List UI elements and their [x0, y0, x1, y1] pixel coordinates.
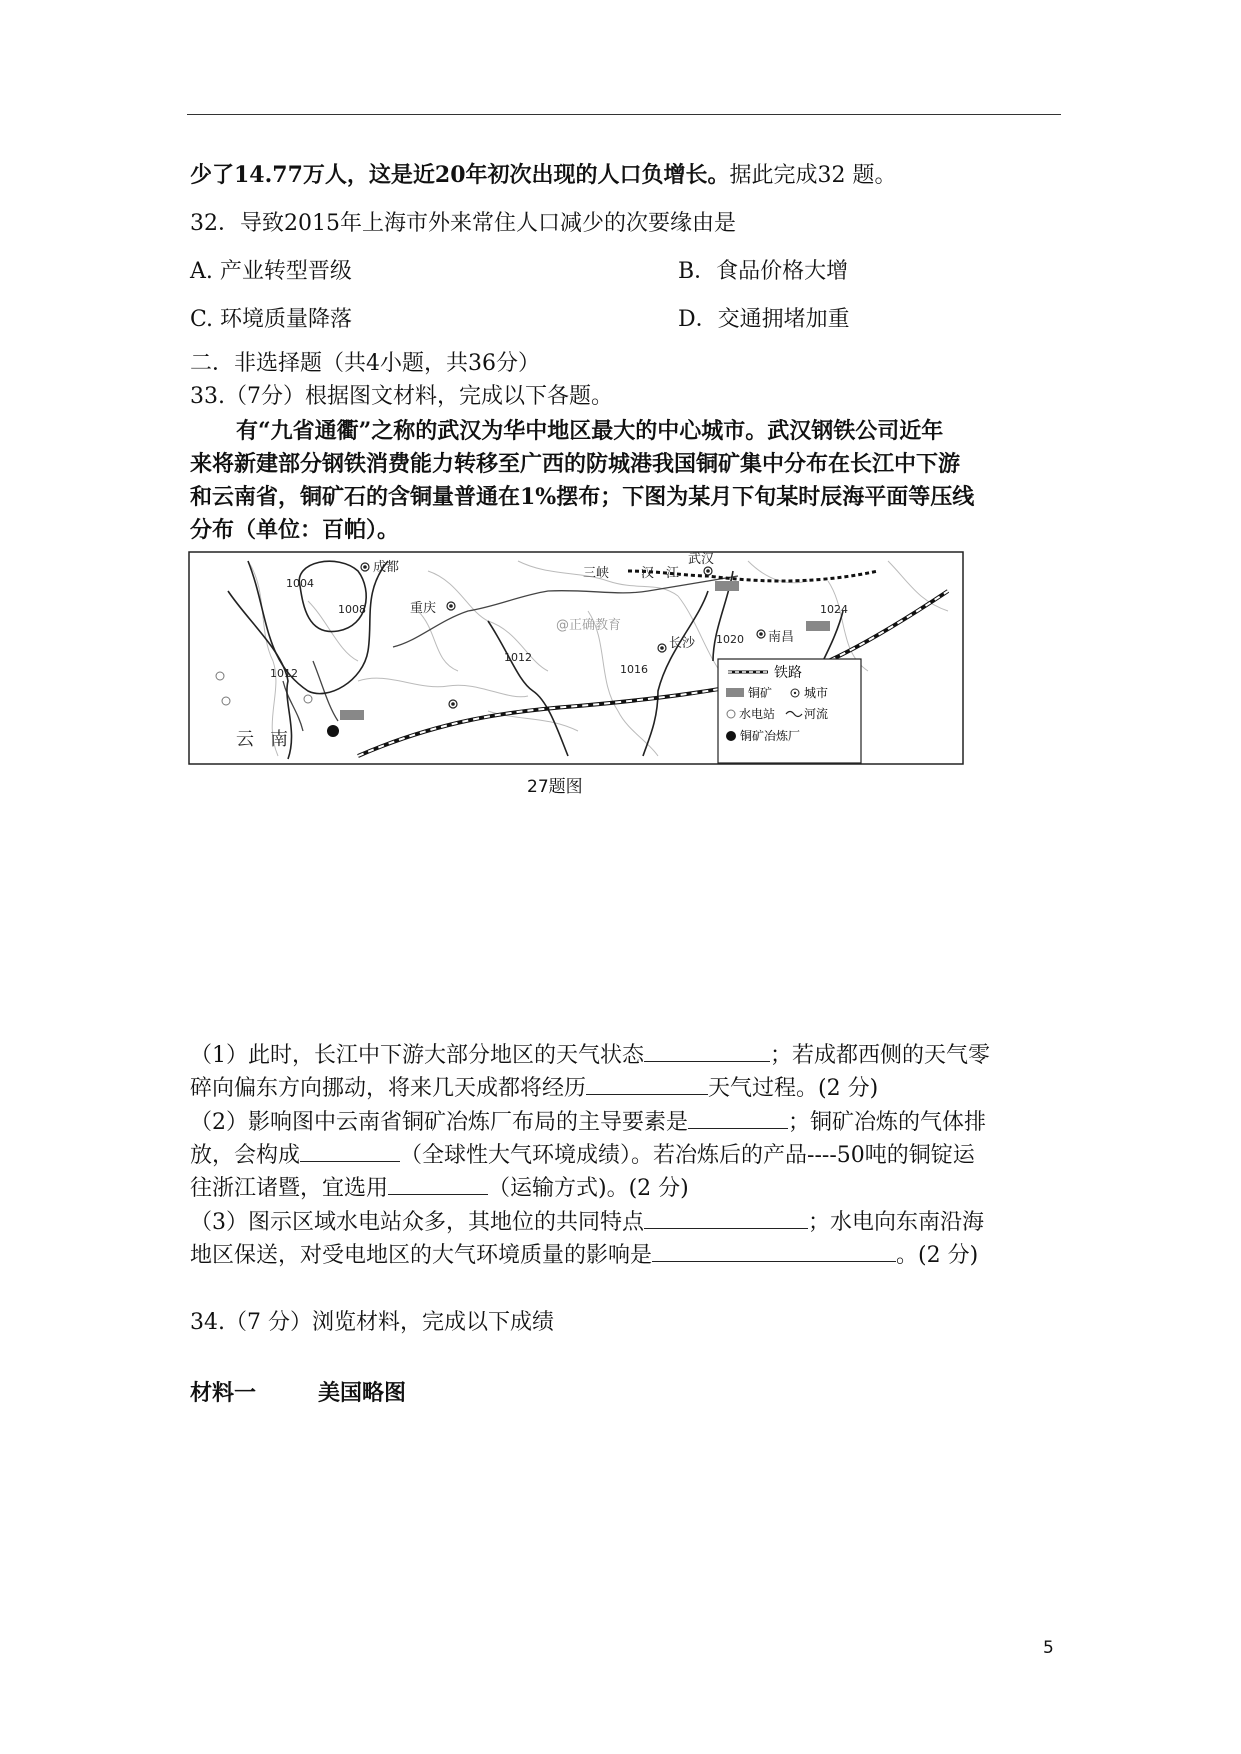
q33-sub3-blank-1 — [644, 1206, 808, 1229]
q33-material-line-4: 分布（单位：百帕）。 — [190, 517, 400, 543]
map-city-changsha: 长沙 — [669, 636, 696, 651]
legend-railway: 铁路 — [774, 665, 802, 681]
q33-sub2-blank-3 — [388, 1172, 488, 1195]
map-city-wuhan: 武汉 — [688, 552, 715, 567]
q33-sub3-line1 — [190, 1206, 984, 1238]
q34-title: 34.（7 分）浏览材料，完成以下成绩 — [190, 1310, 554, 1335]
q33-sub1-blank-2 — [586, 1072, 708, 1095]
q34-material1-title: 美国略图 — [318, 1380, 407, 1406]
legend-hydro-station: 水电站 — [739, 707, 776, 721]
q34-material1-label: 材料一 — [190, 1380, 257, 1406]
intro-bold-text: 少了14.77万人，这是近20年初次出现的人口负增长。 — [190, 162, 730, 188]
map-caption: 27题图 — [527, 777, 583, 797]
smelter-marker — [327, 725, 339, 737]
q33-sub2-text-a: （2）影响图中云南省铜矿冶炼厂布局的主导要素是 — [190, 1110, 688, 1135]
map-place-nan: 南 — [270, 729, 288, 750]
legend-city: 城市 — [804, 686, 829, 700]
q33-sub2-blank-1 — [688, 1106, 788, 1129]
isobar-label-1016: 1016 — [620, 663, 648, 676]
isobar-label-1008: 1008 — [338, 603, 366, 616]
map-place-jiang: 江 — [666, 566, 680, 581]
q33-sub3-line2 — [190, 1239, 978, 1271]
q33-sub2-line3 — [190, 1172, 689, 1204]
q33-sub1-text-d: 天气过程。(2 分) — [708, 1076, 879, 1101]
q33-sub3-text-a: （3）图示区域水电站众多，其地位的共同特点 — [190, 1210, 644, 1235]
isobar-label-1024: 1024 — [820, 603, 848, 616]
q33-sub2-text-f: （运输方式)。(2 分) — [488, 1176, 689, 1201]
q33-sub3-text-b: ；水电向东南沿海 — [808, 1210, 985, 1235]
q33-title: 33.（7分）根据图文材料，完成以下各题。 — [190, 384, 613, 409]
map-city-nanchang: 南昌 — [768, 630, 795, 645]
intro-normal-text: 据此完成32 题。 — [729, 163, 897, 188]
q33-sub1-text-b: ；若成都西侧的天气零 — [770, 1043, 991, 1068]
q32-option-d: D．交通拥堵加重 — [678, 307, 850, 332]
q33-sub2-text-b: ；铜矿冶炼的气体排 — [788, 1110, 987, 1135]
q33-sub2-line2 — [190, 1139, 975, 1171]
q32-option-a: A. 产业转型晋级 — [190, 259, 352, 284]
page-number: 5 — [1043, 1638, 1054, 1658]
q33-sub2-text-e: 往浙江诸暨，宜选用 — [190, 1176, 389, 1201]
map-city-chongqing: 重庆 — [410, 601, 437, 616]
q32-stem: 32．导致2015年上海市外来常住人口减少的次要缘由是 — [190, 211, 736, 236]
map-watermark: @正确教育 — [556, 618, 622, 633]
q32-option-b: B．食品价格大增 — [678, 259, 849, 284]
map-city-chengdu: 成都 — [373, 560, 400, 575]
map-place-han: 汉 — [641, 566, 655, 581]
isobar-label-1012-central: 1012 — [504, 651, 532, 664]
q33-sub2-line1 — [190, 1106, 986, 1138]
map-place-sanxia: 三峡 — [583, 566, 610, 581]
isobar-label-1004: 1004 — [286, 577, 314, 590]
section2-title: 二．非选择题（共4小题，共36分） — [190, 351, 540, 376]
isobar-map — [188, 551, 964, 765]
q33-sub2-text-c: 放，会构成 — [190, 1143, 301, 1168]
q33-sub1-line2 — [190, 1072, 878, 1104]
legend-river: 河流 — [804, 707, 829, 721]
q33-sub1-text-c: 碎向偏东方向挪动，将来几天成都将经历 — [190, 1076, 587, 1101]
q33-sub1-blank-1 — [644, 1039, 770, 1062]
q33-material-line-2: 来将新建部分钢铁消费能力转移至广西的防城港我国铜矿集中分布在长江中下游 — [190, 451, 961, 477]
q33-sub3-text-c: 地区保送，对受电地区的大气环境质量的影响是 — [190, 1243, 653, 1268]
legend-smelter: 铜矿冶炼厂 — [740, 729, 801, 743]
q33-sub3-blank-2 — [652, 1239, 896, 1262]
q33-sub2-text-d: （全球性大气环境成绩）。若冶炼后的产品----50吨的铜锭运 — [400, 1143, 975, 1168]
isobar-label-1020: 1020 — [716, 633, 744, 646]
q33-sub2-blank-2 — [300, 1139, 400, 1162]
legend-copper-mine: 铜矿 — [748, 686, 773, 700]
q33-sub1-text-a: （1）此时，长江中下游大部分地区的天气状态 — [190, 1043, 644, 1068]
intro-line — [190, 160, 897, 191]
q33-sub3-text-d: 。(2 分) — [896, 1243, 979, 1268]
map-place-yun: 云 — [236, 729, 254, 750]
map-legend — [718, 659, 861, 763]
header-rule — [187, 114, 1061, 115]
q33-material-line-3: 和云南省，铜矿石的含铜量普通在1%摆布；下图为某月下旬某时辰海平面等压线 — [190, 484, 975, 510]
q33-material-line-1: 有“九省通衢”之称的武汉为华中地区最大的中心城市。武汉钢铁公司近年 — [236, 418, 944, 444]
q33-sub1-line1 — [190, 1039, 990, 1071]
q32-option-c: C. 环境质量降落 — [190, 307, 353, 332]
isobar-label-1012-west: 1012 — [270, 667, 298, 680]
